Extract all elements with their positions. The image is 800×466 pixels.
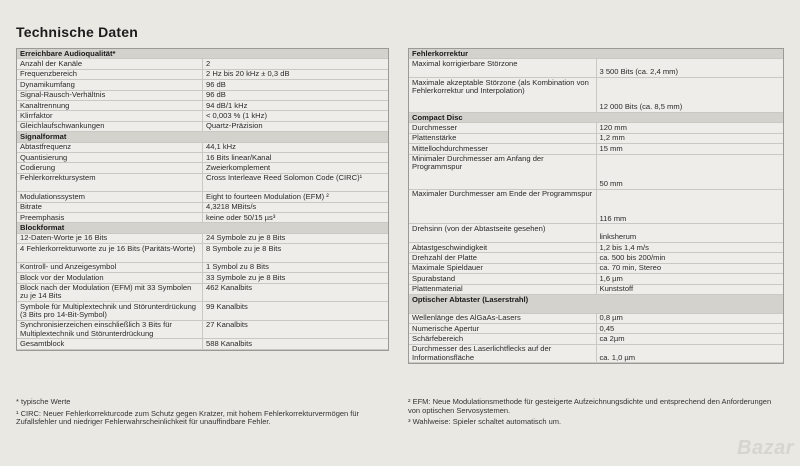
spec-label: Frequenzbereich [17,69,203,79]
spec-label: Plattenmaterial [409,284,596,294]
spec-row [409,334,783,344]
footnote: ¹ CIRC: Neuer Fehlerkorrekturcode zum Schutz gegen Kratzer, mit hohem Fehlerkorrekturvermögen für Zufallsfehler und niedriger Fehlerwahrscheinlichkeit für unauffindbare Fehler. [16,408,360,427]
spec-value: 0,8 µm [596,313,783,323]
spec-row [17,233,388,243]
spec-label: Codierung [17,163,203,173]
spec-value: 96 dB [203,90,389,100]
spec-row [17,283,388,302]
spec-value: 462 Kanalbits [203,283,389,302]
spec-label: Dynamikumfang [17,80,203,90]
spec-row [17,69,388,79]
spec-value: 33 Symbole zu je 8 Bits [203,273,389,283]
spec-label: Klirrfaktor [17,111,203,121]
section-title: Blockformat [17,223,388,233]
spec-value: ca. 70 min, Stereo [596,263,783,273]
spec-row [17,173,388,192]
spec-value: 99 Kanalbits [203,302,389,321]
spec-label: Abtastgeschwindigkeit [409,243,596,253]
spec-row [409,123,783,133]
spec-row [17,192,388,202]
spec-value: 2 [203,59,389,69]
section-header [409,295,783,314]
spec-label: 12-Daten-Worte je 16 Bits [17,233,203,243]
spec-label: Kontroll- und Anzeigesymbol [17,262,203,272]
spec-label: Anzahl der Kanäle [17,59,203,69]
spec-row [17,163,388,173]
spec-value: ca. 1,0 µm [596,344,783,363]
spec-row [17,142,388,152]
spec-row [409,243,783,253]
spec-value: 94 dB/1 kHz [203,100,389,110]
spec-value: 50 mm [596,154,783,189]
spec-value: Cross Interleave Reed Solomon Code (CIRC)¹ [203,173,389,192]
section-header [17,132,388,142]
spec-label: Durchmesser [409,123,596,133]
section-header [17,49,388,59]
spec-row [17,80,388,90]
spec-value: Kunststoff [596,284,783,294]
spec-value: Quartz-Präzision [203,121,389,131]
right-spec-table [408,48,784,364]
spec-row [17,262,388,272]
spec-row [17,90,388,100]
spec-label: Fehlerkorrektursystem [17,173,203,192]
spec-label: Quantisierung [17,152,203,162]
section-title: Erreichbare Audioqualität* [17,49,388,59]
spec-label: Schärfebereich [409,334,596,344]
spec-label: Spurabstand [409,274,596,284]
footnote: ² EFM: Neue Modulationsmethode für gesteigerte Aufzeichnungsdichte und entsprechend den Anforderungen von optischen Servosystemen. [408,397,772,415]
spec-label: Maximaler Durchmesser am Ende der Programmspur [409,189,596,224]
spec-label: Block vor der Modulation [17,273,203,283]
spec-label: Maximale akzeptable Störzone (als Kombination von Fehlerkorrektur und Interpolation) [409,77,596,112]
spec-label: Gesamtblock [17,339,203,349]
spec-row [17,244,388,263]
left-spec-table [16,48,389,351]
spec-value: 1,6 µm [596,274,783,284]
spec-label: Block nach der Modulation (EFM) mit 33 Symbolen zu je 14 Bits [17,283,203,302]
spec-row [17,320,388,339]
spec-label: Minimaler Durchmesser am Anfang der Programmspur [409,154,596,189]
spec-label: Synchronisierzeichen einschließlich 3 Bits für Multiplextechnik und Störunterdrückung [17,320,203,339]
spec-row [409,59,783,78]
spec-label: Numerische Apertur [409,323,596,333]
spec-value: 16 Bits linear/Kanal [203,152,389,162]
spec-label: Modulationssystem [17,192,203,202]
spec-label: Gleichlaufschwankungen [17,121,203,131]
spec-label: Plattenstärke [409,133,596,143]
spec-label: Maximale Spieldauer [409,263,596,273]
spec-row [409,274,783,284]
spec-row [17,302,388,321]
spec-value: Zweierkomplement [203,163,389,173]
spec-label: Bitrate [17,202,203,212]
spec-value: 3 500 Bits (ca. 2,4 mm) [596,59,783,78]
footnote: * typische Werte [16,397,71,406]
spec-label: Signal-Rausch-Verhältnis [17,90,203,100]
spec-row [17,100,388,110]
spec-value: 4,3218 MBits/s [203,202,389,212]
spec-value: 24 Symbole zu je 8 Bits [203,233,389,243]
spec-label: Maximal korrigierbare Störzone [409,59,596,78]
spec-row [409,144,783,154]
spec-value: Eight to fourteen Modulation (EFM) ² [203,192,389,202]
spec-row [409,253,783,263]
spec-label: Mittellochdurchmesser [409,144,596,154]
spec-value: 27 Kanalbits [203,320,389,339]
spec-value: 15 mm [596,144,783,154]
spec-value: 1 Symbol zu 8 Bits [203,262,389,272]
spec-row [409,313,783,323]
spec-row [17,273,388,283]
spec-value: ca 2µm [596,334,783,344]
spec-label: Drehsinn (von der Abtastseite gesehen) [409,224,596,243]
footnote: ³ Wahlweise: Spieler schaltet automatisch um. [408,417,562,427]
spec-row [17,111,388,121]
spec-label: Preemphasis [17,213,203,223]
spec-value: ca. 500 bis 200/min [596,253,783,263]
section-title: Fehlerkorrektur [409,49,783,59]
spec-value: 12 000 Bits (ca. 8,5 mm) [596,77,783,112]
spec-value: 96 dB [203,80,389,90]
spec-label: Kanaltrennung [17,100,203,110]
section-header [17,223,388,233]
spec-row [17,121,388,131]
spec-value: keine oder 50/15 µs³ [203,213,389,223]
spec-label: Drehzahl der Platte [409,253,596,263]
section-header [409,112,783,122]
footnotes-right [408,398,780,430]
section-title: Signalformat [17,132,388,142]
section-header [409,49,783,59]
spec-value: 44,1 kHz [203,142,389,152]
watermark-logo: Bazar [737,437,794,459]
spec-value: 0,45 [596,323,783,333]
spec-value: 588 Kanalbits [203,339,389,349]
spec-label: Durchmesser des Laserlichtflecks auf der Informationsfläche [409,344,596,363]
spec-value: 120 mm [596,123,783,133]
spec-label: 4 Fehlerkorrekturworte zu je 16 Bits (Paritäts-Worte) [17,244,203,263]
spec-row [409,77,783,112]
spec-row [17,152,388,162]
spec-row [409,224,783,243]
spec-row [409,263,783,273]
spec-value: 8 Symbole zu je 8 Bits [203,244,389,263]
spec-value: 1,2 mm [596,133,783,143]
spec-row [17,339,388,349]
spec-row [409,284,783,294]
spec-row [17,59,388,69]
page-title: Technische Daten [16,24,138,40]
spec-value: 1,2 bis 1,4 m/s [596,243,783,253]
spec-value: < 0,003 % (1 kHz) [203,111,389,121]
spec-row [409,344,783,363]
footnotes-left [16,398,386,430]
spec-value: 2 Hz bis 20 kHz ± 0,3 dB [203,69,389,79]
spec-value: 116 mm [596,189,783,224]
spec-row [409,323,783,333]
spec-row [17,202,388,212]
spec-label: Wellenlänge des AlGaAs-Lasers [409,313,596,323]
spec-row [17,213,388,223]
spec-value: linksherum [596,224,783,243]
spec-row [409,189,783,224]
section-title: Optischer Abtaster (Laserstrahl) [409,295,783,314]
spec-row [409,133,783,143]
spec-row [409,154,783,189]
spec-label: Abtastfrequenz [17,142,203,152]
section-title: Compact Disc [409,112,783,122]
spec-label: Symbole für Multiplextechnik und Störunterdrückung (3 Bits pro 14-Bit-Symbol) [17,302,203,321]
